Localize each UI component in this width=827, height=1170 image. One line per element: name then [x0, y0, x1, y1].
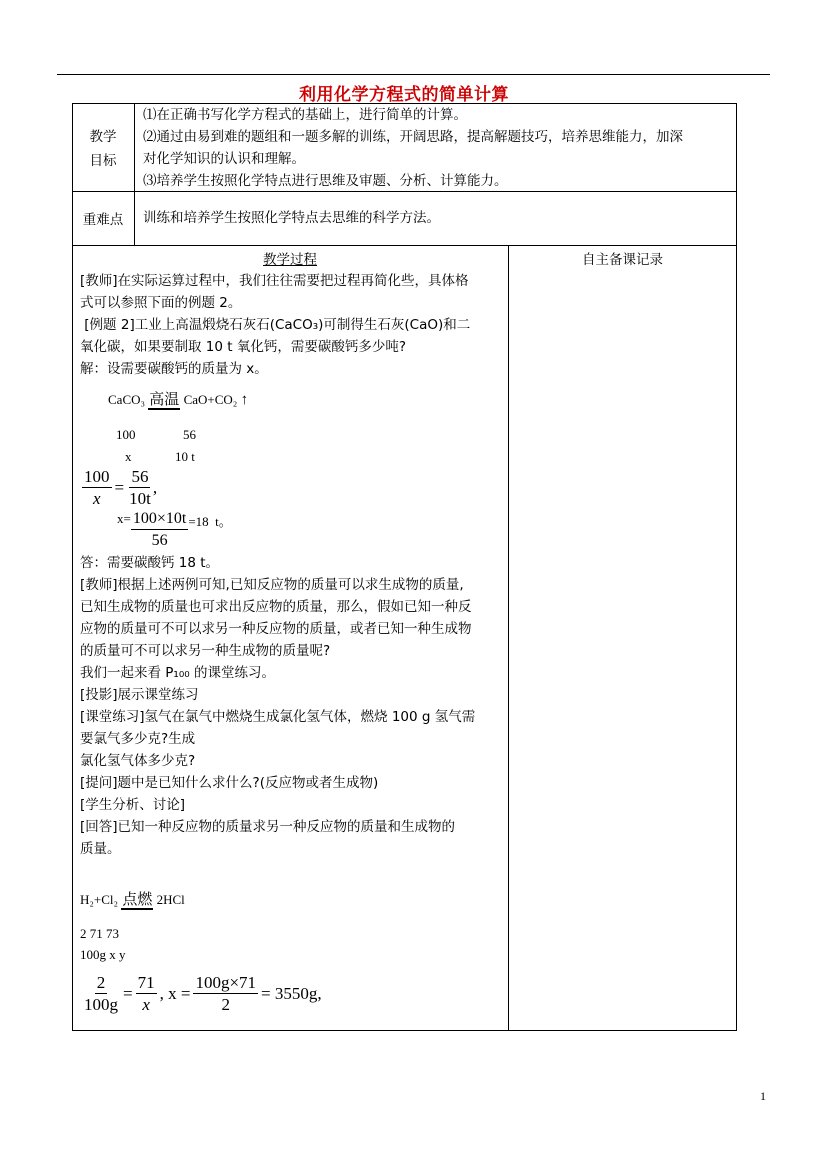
- comma: ,: [152, 477, 158, 497]
- fraction: [127, 466, 153, 509]
- header-rule: [57, 74, 770, 75]
- text-line: [教师]根据上述两例可知,已知反应物的质量可以求生成物的质量,: [80, 577, 464, 593]
- teacher-paragraph-2: [80, 574, 504, 662]
- denominator: 10t: [129, 489, 151, 508]
- objective-item: 对化学知识的认识和理解。: [143, 151, 305, 167]
- text-line: 要氯气多少克?生成: [80, 731, 196, 747]
- calc-result: = 3550g,: [261, 983, 322, 1003]
- projection-note: [投影]展示课堂练习: [80, 687, 199, 703]
- numerator: 100: [84, 467, 110, 486]
- hcl-calculation: [82, 972, 322, 1015]
- student-answer: [80, 816, 504, 860]
- text-line: 氯化氢气体多少克?: [80, 753, 196, 769]
- keypoints-text: 训练和培养学生按照化学特点去思维的科学方法。: [143, 210, 440, 226]
- numerator: 100×10t: [131, 508, 188, 530]
- student-discussion: [学生分析、讨论]: [80, 797, 186, 813]
- classroom-exercise: [80, 706, 504, 772]
- text-line: 式可以参照下面的例题 2。: [80, 295, 242, 311]
- text-line: [回答]已知一种反应物的质量求另一种反应物的质量和生成物的: [80, 819, 456, 835]
- objective-item: ⑵通过由易到难的题组和一题多解的训练，开阔思路，提高解题技巧，培养思维能力，加深: [143, 129, 683, 145]
- solve-for-x: [117, 508, 232, 551]
- objectives-label-line1: 教学: [89, 129, 117, 145]
- fraction: [136, 972, 157, 1015]
- equation-caco3: [108, 388, 248, 409]
- text-line: 已知生成物的质量也可求出反应物的质量，那么，假如已知一种反: [80, 599, 472, 615]
- fraction: [82, 466, 112, 509]
- answer-line: 答：需要碳酸钙 18 t。: [80, 555, 220, 571]
- example-2: [80, 314, 504, 358]
- equation-reactant: CaCO₃: [108, 392, 146, 407]
- mass-x: x: [125, 449, 132, 464]
- practice-intro: 我们一起来看 P₁₀₀ 的课堂练习。: [80, 665, 275, 681]
- text-line: [教师]在实际运算过程中，我们往往需要把过程再简化些，具体格: [80, 273, 469, 289]
- objective-item: ⑶培养学生按照化学特点进行思维及审题、分析、计算能力。: [143, 173, 508, 189]
- numerator: 100g×71: [195, 973, 257, 992]
- reaction-condition-high-temp: 高温: [149, 392, 180, 408]
- objectives-label: [72, 125, 134, 173]
- text-line: 的质量可不可以求另一种生成物的质量呢?: [80, 643, 331, 659]
- denominator: 56: [151, 532, 168, 549]
- equals-sign: =: [123, 983, 133, 1003]
- notes-column-divider: [508, 245, 509, 1031]
- teacher-paragraph-1: [80, 270, 504, 314]
- fraction: [82, 972, 120, 1015]
- page-number: 1: [760, 1089, 766, 1103]
- molar-mass-100: 100: [116, 427, 136, 442]
- keypoints-label: 重难点: [82, 212, 124, 228]
- x-equals: x=: [117, 511, 131, 526]
- equation-products: CaO+CO₂: [183, 392, 238, 407]
- text-line: [课堂练习]氢气在氯气中燃烧生成氯化氢气体，燃烧 100 g 氢气需: [80, 709, 476, 725]
- row-divider-keypoints: [72, 245, 737, 246]
- hcl-mass-ratios: 2 71 73: [80, 926, 119, 941]
- process-header: 教学过程: [263, 252, 317, 268]
- text-line: 应物的质量可不可以求另一种反应物的质量，或者已知一种生成物: [80, 621, 472, 637]
- denominator: 100g: [84, 995, 118, 1014]
- gas-arrow-icon: ↑: [240, 392, 249, 408]
- denominator: 2: [221, 995, 230, 1014]
- text-line: 质量。: [80, 841, 121, 857]
- hcl-masses: 100g x y: [80, 947, 126, 962]
- numerator: 56: [131, 467, 149, 486]
- molar-mass-56: 56: [183, 427, 196, 442]
- fraction: [193, 972, 258, 1015]
- question-prompt: [提问]题中是已知什么求什么?(反应物或者生成物): [80, 775, 379, 791]
- numerator: 2: [96, 973, 106, 992]
- notes-header: 自主备课记录: [582, 252, 663, 268]
- equals-sign: =: [114, 477, 125, 497]
- solution-setup: 解：设需要碳酸钙的质量为 x。: [80, 361, 268, 377]
- text-line: [例题 2]工业上高温煅烧石灰石(CaCO₃)可制得生石灰(CaO)和二: [80, 317, 471, 333]
- mass-10t: 10 t: [175, 449, 195, 464]
- objective-item: ⑴在正确书写化学方程式的基础上，进行简单的计算。: [143, 107, 467, 123]
- equation-reactants: H₂+Cl₂: [80, 892, 119, 907]
- x-equals: , x =: [159, 983, 191, 1003]
- reaction-condition-ignite: 点燃: [122, 892, 153, 908]
- denominator: x: [92, 489, 101, 508]
- denominator: x: [142, 995, 150, 1014]
- objectives-list: [143, 104, 735, 192]
- proportion-equation: [82, 466, 157, 509]
- numerator: 71: [137, 973, 155, 992]
- equation-product: 2HCl: [156, 892, 185, 907]
- fraction: [131, 508, 188, 551]
- text-line: 氧化碳，如果要制取 10 t 氧化钙，需要碳酸钙多少吨?: [80, 339, 407, 355]
- label-column-divider: [134, 103, 135, 245]
- document-title: 利用化学方程式的简单计算: [299, 85, 509, 105]
- solve-result: =18 t。: [188, 514, 232, 529]
- objectives-label-line2: 目标: [89, 153, 117, 169]
- equation-hcl: [80, 888, 185, 909]
